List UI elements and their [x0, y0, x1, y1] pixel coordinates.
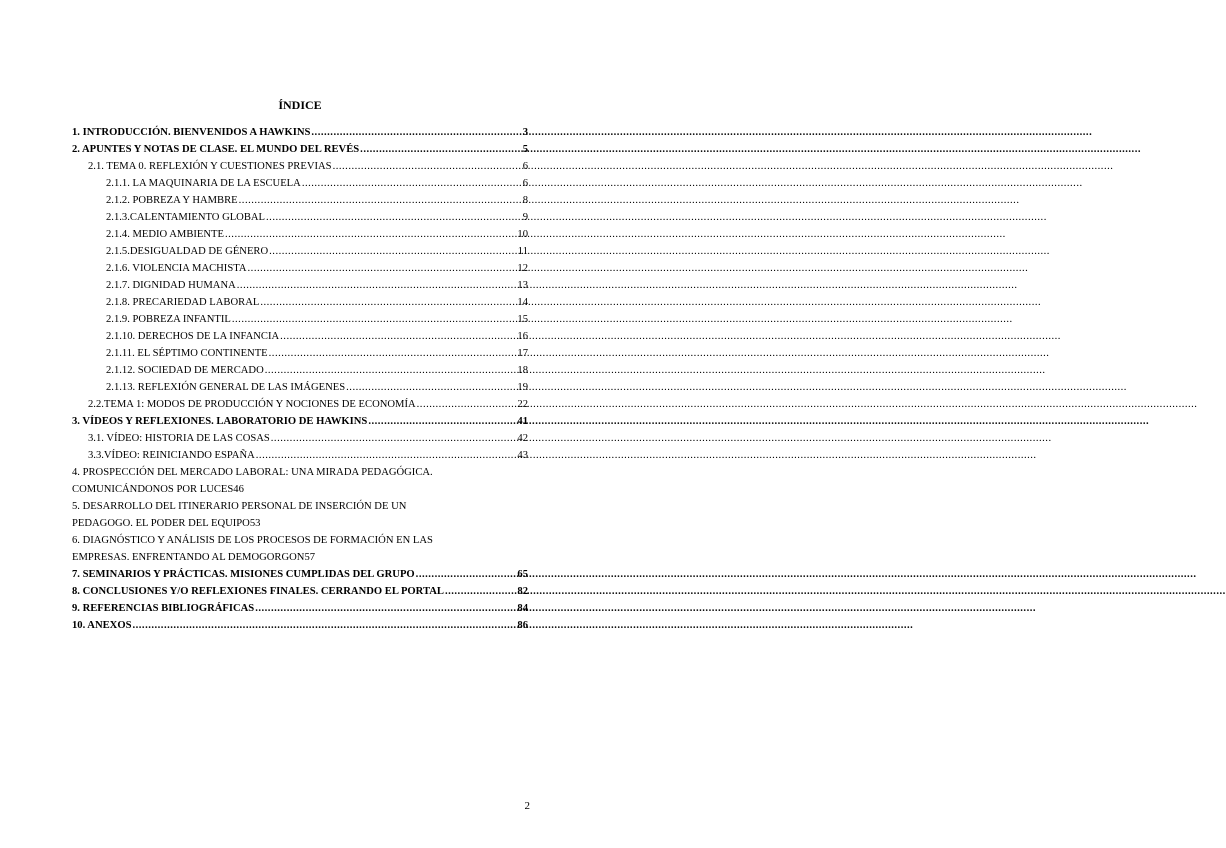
dot-leader [265, 362, 517, 379]
toc-entry[interactable] [72, 447, 528, 464]
page-title: ÍNDICE [278, 98, 322, 112]
toc-entry-text: 2.1. TEMA 0. REFLEXIÓN Y CUESTIONES PREVIAS [88, 161, 332, 172]
toc-entry-text-line2: COMUNICÁNDONOS POR LUCES [72, 484, 234, 495]
toc-entry[interactable] [72, 175, 528, 192]
toc-entry-page: 41 [517, 416, 528, 427]
toc-entry[interactable] [72, 192, 528, 209]
dot-leader [132, 617, 516, 634]
toc-entry-text: 2. APUNTES Y NOTAS DE CLASE. EL MUNDO DEL REVÉS [72, 144, 360, 155]
toc-entry-text: 2.1.7. DIGNIDAD HUMANA [106, 280, 236, 291]
toc-entry[interactable] [72, 617, 528, 634]
toc-entry[interactable] [72, 209, 528, 226]
toc-entry[interactable] [72, 600, 528, 617]
toc-entry-page: 8 [522, 195, 528, 206]
toc-entry[interactable] [72, 566, 528, 583]
toc-entry-page: 84 [517, 603, 528, 614]
toc-entry[interactable] [72, 243, 528, 260]
toc-entry[interactable] [72, 345, 528, 362]
toc-entry-page: 17 [517, 348, 528, 359]
toc-entry-text: 2.1.10. DERECHOS DE LA INFANCIA [106, 331, 280, 342]
toc-entry-text: 2.1.3.CALENTAMIENTO GLOBAL [106, 212, 266, 223]
toc-entry-text: 2.1.1. LA MAQUINARIA DE LA ESCUELA [106, 178, 301, 189]
toc-entry-page: 3 [522, 127, 528, 138]
toc-entry-text: 7. SEMINARIOS Y PRÁCTICAS. MISIONES CUMPLIDAS DEL GRUPO [72, 569, 415, 580]
dot-leader [368, 413, 516, 430]
toc-entry[interactable] [72, 379, 528, 396]
toc-entry-text: 3. VÍDEOS Y REFLEXIONES. LABORATORIO DE HAWKINS [72, 416, 368, 427]
toc-entry[interactable] [72, 158, 528, 175]
dot-leader [280, 328, 516, 345]
toc-entry[interactable] [72, 464, 528, 498]
dot-leader [237, 277, 517, 294]
toc-entry-page: 46 [233, 484, 244, 495]
toc-entry-page: 9 [522, 212, 528, 223]
toc-entry-page: 5 [522, 144, 528, 155]
toc-entry[interactable] [72, 311, 528, 328]
toc-entry-page: 53 [249, 518, 261, 529]
toc-entry[interactable] [72, 583, 528, 600]
toc-entry-page: 86 [517, 620, 528, 631]
dot-leader [256, 447, 517, 464]
dot-leader [416, 566, 517, 583]
toc-entry[interactable] [72, 294, 528, 311]
dot-leader [239, 192, 522, 209]
dot-leader [360, 141, 522, 158]
dot-leader [269, 243, 517, 260]
toc-entry-text: 2.2.TEMA 1: MODOS DE PRODUCCIÓN Y NOCIONES DE ECONOMÍA [88, 399, 416, 410]
toc-entry-text: 3.3.VÍDEO: REINICIANDO ESPAÑA [88, 450, 255, 461]
toc-entry-page: 65 [517, 569, 528, 580]
dot-leader [248, 260, 517, 277]
dot-leader [232, 311, 517, 328]
toc-entry-text: 2.1.12. SOCIEDAD DE MERCADO [106, 365, 264, 376]
toc-entry-page: 6 [522, 161, 528, 172]
toc-entry-page: 43 [517, 450, 528, 461]
toc-entry-text-line1: 5. DESARROLLO DEL ITINERARIO PERSONAL DE INSERCIÓN DE UN [72, 501, 407, 512]
toc-entry-page: 19 [517, 382, 528, 393]
toc-entry-text: 2.1.5.DESIGUALDAD DE GÉNERO [106, 246, 269, 257]
dot-leader [417, 396, 517, 413]
dot-leader [311, 124, 521, 141]
document-page [0, 0, 600, 848]
toc-entry[interactable] [72, 413, 528, 430]
toc-entry[interactable] [72, 226, 528, 243]
toc-entry[interactable] [72, 396, 528, 413]
toc-entry-text: 9. REFERENCIAS BIBLIOGRÁFICAS [72, 603, 255, 614]
toc-entry[interactable] [72, 532, 528, 566]
toc-entry-page: 16 [517, 331, 528, 342]
toc-entry-text-line2: EMPRESAS. ENFRENTANDO AL DEMOGORGON [72, 552, 305, 563]
toc-entry-page: 42 [517, 433, 528, 444]
toc-entry-page: 12 [517, 263, 528, 274]
toc-entry[interactable] [72, 430, 528, 447]
dot-leader [260, 294, 516, 311]
toc-entry-page: 11 [517, 246, 528, 257]
toc-entry-page: 14 [517, 297, 528, 308]
toc-entry[interactable] [72, 124, 528, 141]
dot-leader [302, 175, 522, 192]
toc-entry-text: 2.1.4. MEDIO AMBIENTE [106, 229, 224, 240]
table-of-contents [72, 124, 528, 634]
toc-entry[interactable] [72, 328, 528, 345]
dot-leader [333, 158, 522, 175]
toc-entry-text: 2.1.11. EL SÉPTIMO CONTINENTE [106, 348, 268, 359]
toc-entry-page: 22 [517, 399, 528, 410]
toc-entry-page: 6 [522, 178, 528, 189]
toc-entry-page: 57 [304, 552, 316, 563]
toc-entry-text: 8. CONCLUSIONES Y/O REFLEXIONES FINALES. CERRANDO EL PORTAL [72, 586, 444, 597]
toc-entry-text: 2.1.6. VIOLENCIA MACHISTA [106, 263, 247, 274]
toc-entry[interactable] [72, 362, 528, 379]
toc-entry-text: 3.1. VÍDEO: HISTORIA DE LAS COSAS [88, 433, 270, 444]
toc-entry-page: 15 [517, 314, 528, 325]
toc-entry-text-line1: 6. DIAGNÓSTICO Y ANÁLISIS DE LOS PROCESOS DE FORMACIÓN EN LAS [72, 535, 433, 546]
toc-entry-text: 10. ANEXOS [72, 620, 132, 631]
toc-entry[interactable] [72, 260, 528, 277]
dot-leader [271, 430, 517, 447]
toc-entry-text-line1: 4. PROSPECCIÓN DEL MERCADO LABORAL: UNA MIRADA PEDAGÓGICA. [72, 467, 433, 478]
toc-entry-page: 13 [517, 280, 528, 291]
toc-entry-page: 82 [517, 586, 528, 597]
dot-leader [255, 600, 516, 617]
dot-leader [445, 583, 516, 600]
toc-entry-text: 2.1.9. POBREZA INFANTIL [106, 314, 231, 325]
page-number: 2 [524, 800, 530, 812]
toc-entry-page: 18 [517, 365, 528, 376]
dot-leader [269, 345, 517, 362]
toc-entry[interactable] [72, 498, 528, 532]
toc-entry[interactable] [72, 277, 528, 294]
dot-leader [225, 226, 516, 243]
toc-entry-text: 2.1.8. PRECARIEDAD LABORAL [106, 297, 260, 308]
dot-leader [266, 209, 522, 226]
toc-entry-text: 2.1.13. REFLEXIÓN GENERAL DE LAS IMÁGENES [106, 382, 346, 393]
toc-entry-text: 2.1.2. POBREZA Y HAMBRE [106, 195, 238, 206]
toc-entry-page: 10 [517, 229, 528, 240]
toc-entry[interactable] [72, 141, 528, 158]
toc-entry-text-line2: PEDAGOGO. EL PODER DEL EQUIPO [72, 518, 250, 529]
toc-entry-text: 1. INTRODUCCIÓN. BIENVENIDOS A HAWKINS [72, 127, 311, 138]
dot-leader [346, 379, 516, 396]
